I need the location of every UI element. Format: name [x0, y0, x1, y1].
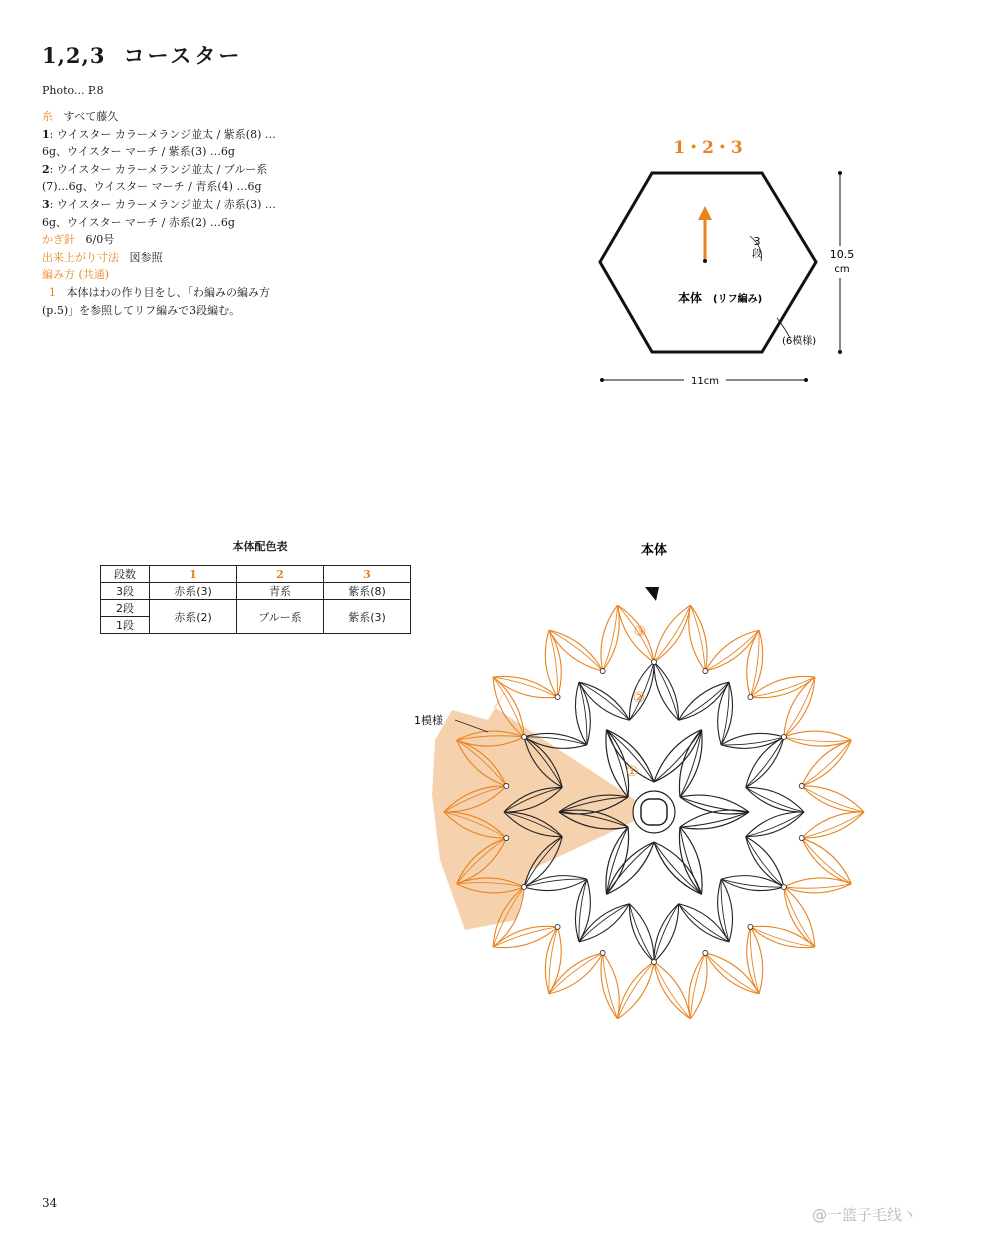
yarn-3-number: 3	[42, 197, 50, 211]
cell: 赤系(3)	[150, 583, 237, 600]
yarn-2-line: : ウイスター カラーメランジ並太 / ブルー系	[49, 162, 268, 176]
watermark: @一篮子毛线丶	[812, 1206, 918, 1224]
width-end-dot-right	[804, 378, 808, 382]
hook-label: かぎ針	[42, 233, 75, 247]
height-unit: cm	[834, 264, 850, 275]
width-end-dot-left	[600, 378, 604, 382]
table-row	[101, 583, 411, 600]
row-label: 3段	[101, 583, 150, 600]
title-name: コースター	[123, 44, 243, 68]
method-label: 編み方 (共通)	[42, 268, 110, 282]
hook-value: 6/0号	[85, 233, 115, 247]
motif-label: 1模様	[414, 714, 443, 727]
header-col-2: 2	[237, 566, 324, 583]
round-2-label: ②	[632, 690, 646, 706]
size-label: 出来上がり寸法	[42, 250, 119, 264]
color-table-title: 本体配色表	[232, 540, 288, 553]
step-line-2: (p.5)」を参照してリフ編みで3段編む。	[42, 303, 241, 317]
start-marker-icon	[645, 587, 659, 601]
step-number: 1	[49, 285, 56, 299]
step-line-1: 本体はわの作り目をし、「わ編みの編み方	[66, 285, 270, 299]
header-rows: 段数	[101, 566, 150, 583]
center-ring	[633, 791, 675, 833]
hexagon-heading: 1・2・3	[673, 138, 743, 158]
hexagon-outline	[600, 173, 816, 352]
rows-unit: 段	[752, 249, 762, 260]
cell: 紫系(3)	[324, 600, 411, 634]
size-value: 図参照	[129, 250, 163, 264]
body-sub-label: (リフ編み)	[713, 294, 763, 305]
pattern-leader	[777, 318, 790, 338]
yarn-label: 糸	[42, 110, 53, 123]
cell: 赤系(2)	[150, 600, 237, 634]
crochet-chart	[390, 530, 910, 1050]
round-1-label: ①	[625, 764, 639, 780]
table-row	[101, 600, 411, 617]
instructions	[42, 108, 307, 319]
height-end-dot-bottom	[838, 350, 842, 354]
yarn-2-number: 2	[42, 162, 50, 176]
yarn-2-cont: (7)…6g、ウイスター マーチ / 青系(4) …6g	[42, 180, 262, 194]
page-title	[42, 40, 242, 70]
body-label: 本体	[678, 291, 703, 305]
cell: 紫系(8)	[324, 583, 411, 600]
center-dot	[703, 259, 707, 263]
height-end-dot-top	[838, 171, 842, 175]
cell: 青系	[237, 583, 324, 600]
height-value: 10.5	[829, 248, 855, 261]
chart-heading: 本体	[640, 543, 668, 558]
yarn-3-line: : ウイスター カラーメランジ並太 / 赤系(3) …	[49, 197, 276, 211]
header-col-3: 3	[324, 566, 411, 583]
yarn-1-number: 1	[42, 127, 50, 141]
round-3-label: ③	[633, 624, 647, 640]
motif-highlight	[432, 684, 654, 930]
title-numbers: 1,2,3	[42, 43, 106, 68]
arrow-up-icon	[698, 206, 712, 260]
rows-number: 3	[753, 235, 761, 248]
yarn-1-line: : ウイスター カラーメランジ並太 / 紫系(8) …	[49, 127, 276, 141]
color-table	[100, 565, 411, 634]
hexagon-diagram	[590, 130, 870, 400]
pattern-count: (6模様)	[782, 336, 817, 347]
yarn-1-cont: 6g、ウイスター マーチ / 紫系(3) …6g	[42, 145, 235, 159]
row-label: 2段	[101, 600, 150, 617]
page-number: 34	[42, 1196, 58, 1210]
yarn-brand: すべて藤久	[63, 110, 119, 123]
row-label: 1段	[101, 617, 150, 634]
cell: ブルー系	[237, 600, 324, 634]
color-table-header	[101, 566, 411, 583]
header-col-1: 1	[150, 566, 237, 583]
yarn-3-cont: 6g、ウイスター マーチ / 赤系(2) …6g	[42, 215, 235, 229]
photo-reference: Photo... P.8	[42, 84, 104, 97]
width-value: 11cm	[691, 376, 719, 387]
